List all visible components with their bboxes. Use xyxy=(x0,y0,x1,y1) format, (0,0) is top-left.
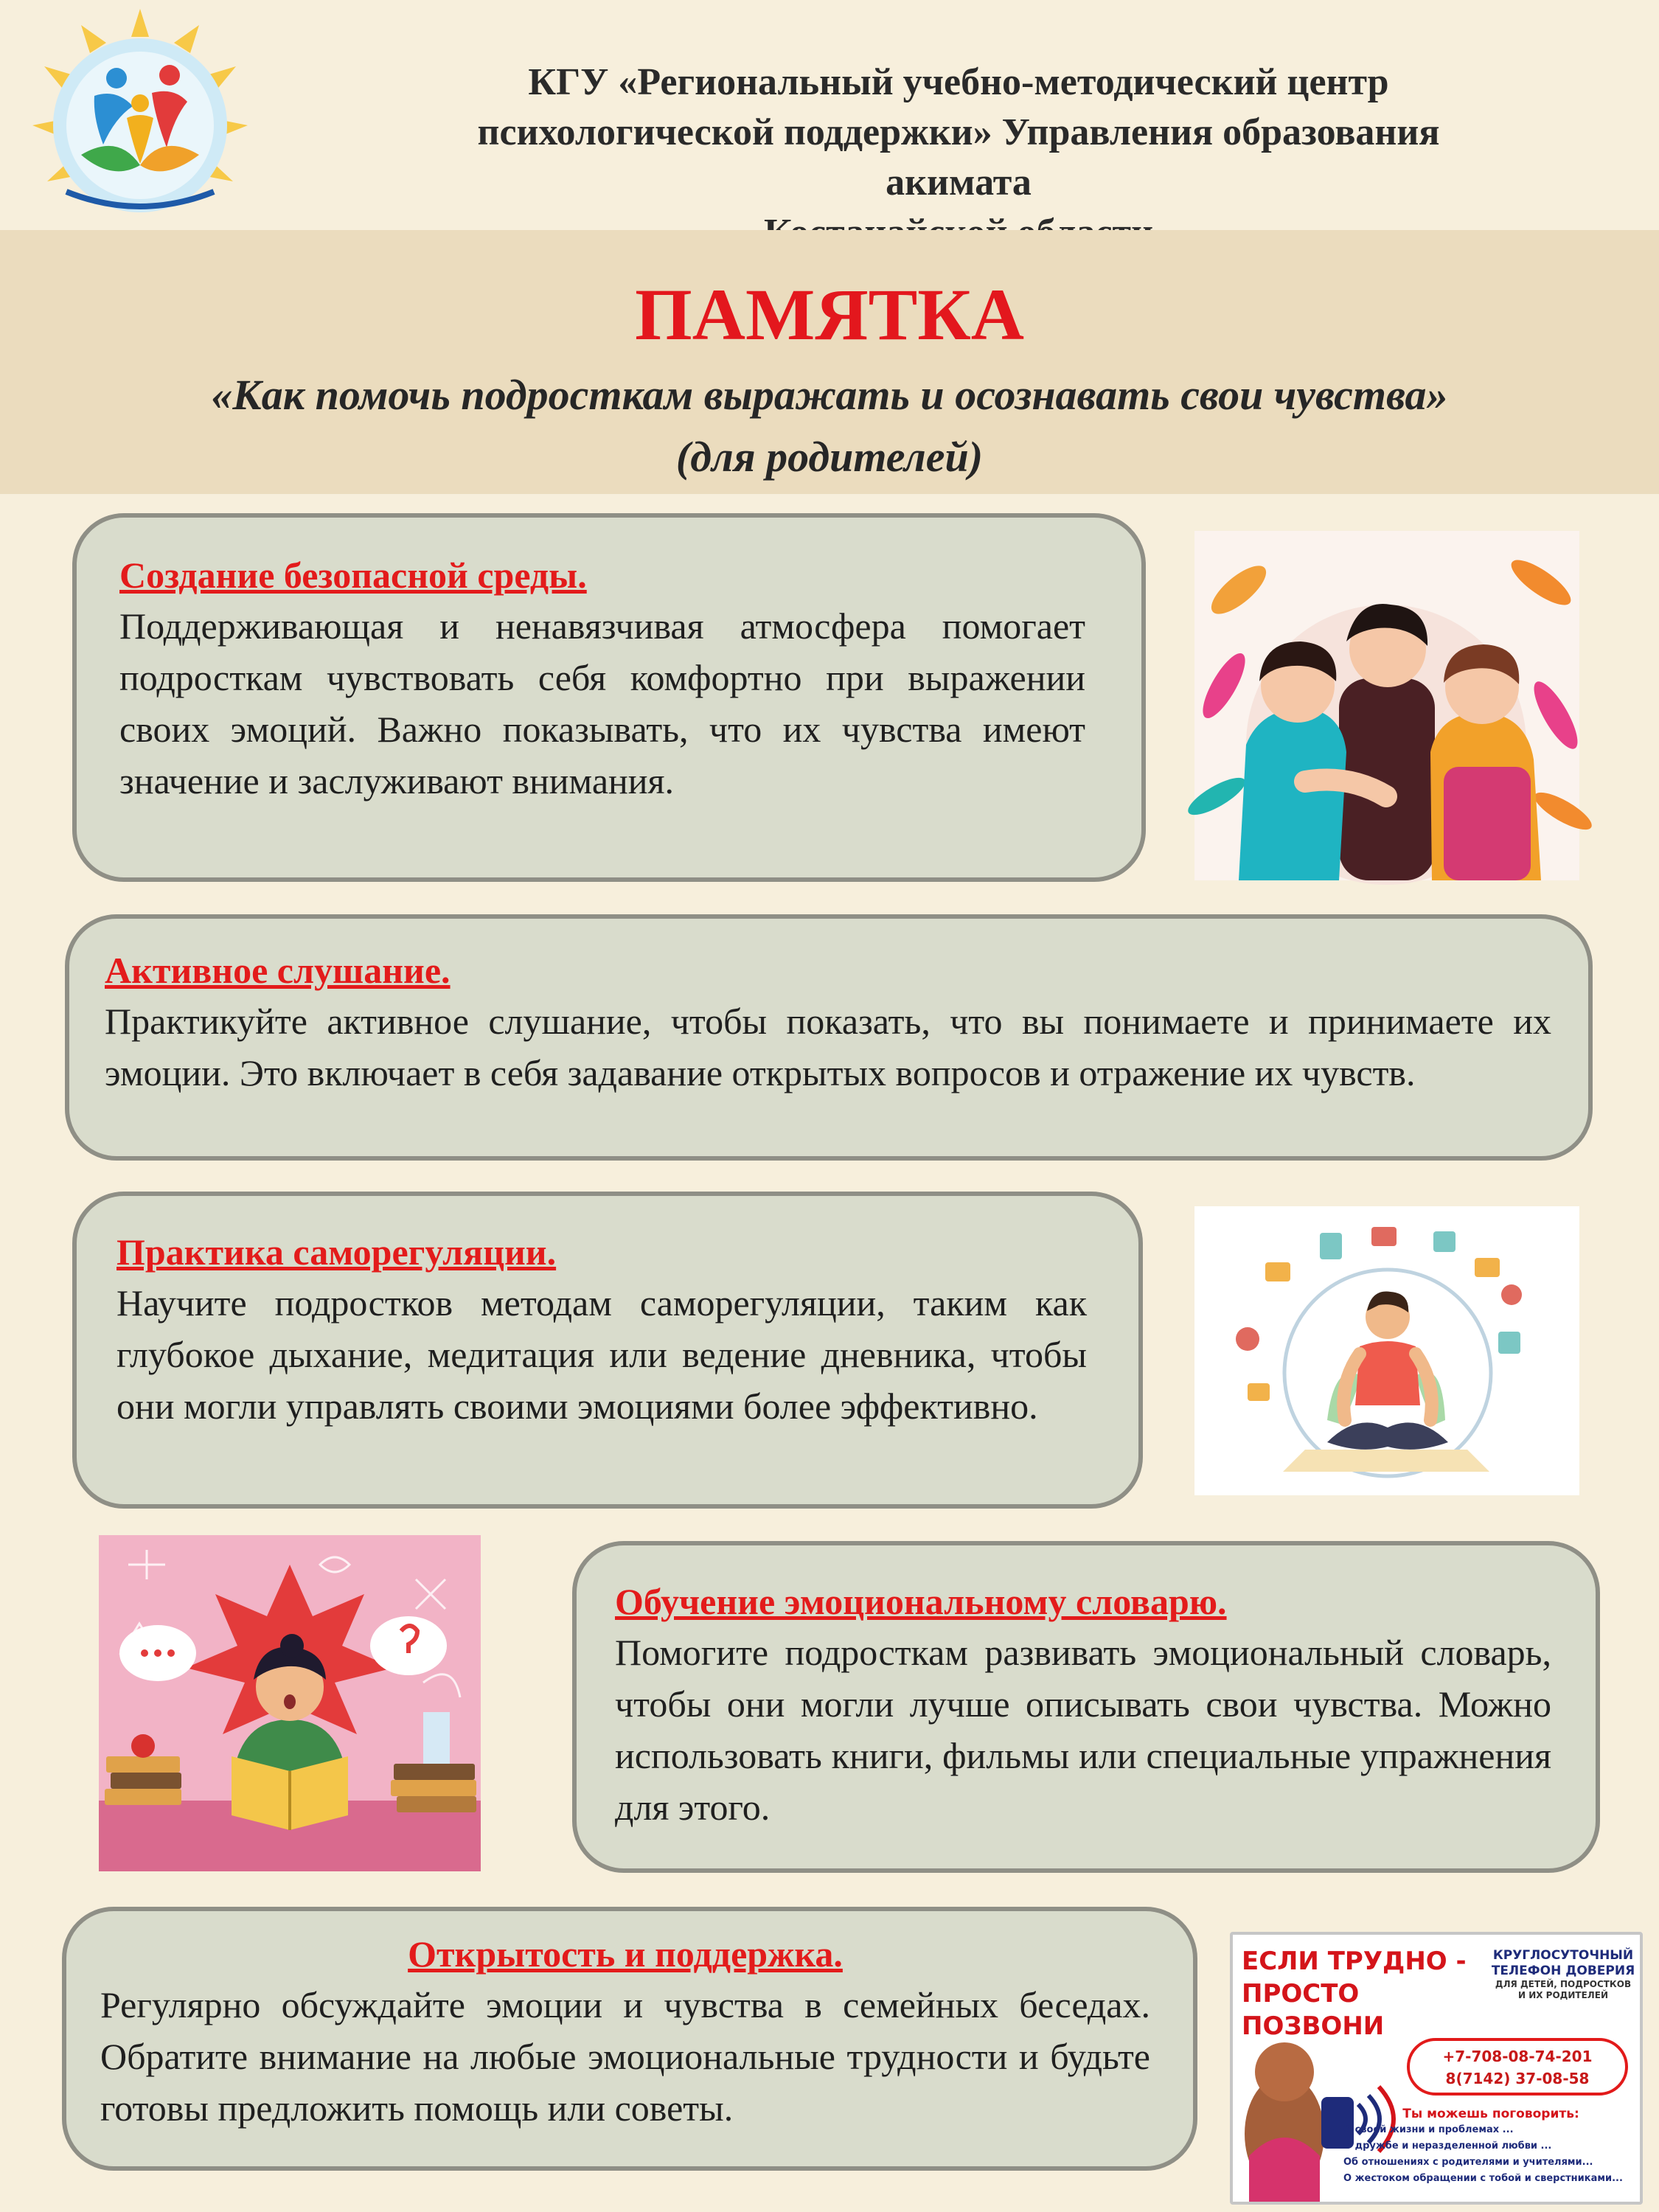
poster-helpline-line: КРУГЛОСУТОЧНЫЙ xyxy=(1492,1948,1634,1963)
poster-helpline-line: ТЕЛЕФОН ДОВЕРИЯ xyxy=(1491,1964,1635,1978)
tip-card-safe-environment xyxy=(72,513,1146,882)
girl-reading-stressed-illustration xyxy=(99,1535,481,1871)
poster-phone-number: +7-708-08-74-201 xyxy=(1442,2048,1593,2065)
tip-card-text: Поддерживающая и ненавязчивая атмосфера помогает подросткам чувствовать себя комфортно при выражении своих эмоций. Важно показывать, что их чувства имеют значение и заслуживают внимания. xyxy=(119,605,1085,801)
poster-topic-item: О своей жизни и проблемах ... xyxy=(1343,2124,1514,2135)
poster-headline-line: ПРОСТО ПОЗВОНИ xyxy=(1242,1979,1385,2041)
page-title: ПАМЯТКА xyxy=(634,274,1025,355)
poster-phone-number: 8(7142) 37-08-58 xyxy=(1445,2070,1590,2087)
three-teens-hugging-illustration xyxy=(1194,531,1579,880)
meditating-man-illustration xyxy=(1194,1206,1579,1495)
helpline-poster xyxy=(1230,1932,1643,2205)
poster-topic-item: О дружбе и неразделенной любви ... xyxy=(1343,2140,1552,2152)
poster-topic-item: Об отношениях с родителями и учителями... xyxy=(1343,2157,1593,2168)
organization-title-line: психологической поддержки» Управления образования xyxy=(477,111,1440,153)
center-logo-icon xyxy=(29,7,251,229)
tip-card-text: Практикуйте активное слушание, чтобы показать, что вы понимаете и принимаете их эмоции. Это включает в себя задавание открытых вопросов и отражение их чувств. xyxy=(105,1001,1551,1093)
tip-card-title: Открытость и поддержка. xyxy=(408,1933,843,1975)
tip-card-text: Научите подростков методам саморегуляции, таким как глубокое дыхание, медитация или ведение дневника, чтобы они могли управлять своими эмоциями более эффективно. xyxy=(116,1282,1087,1427)
poster-helpline-label xyxy=(1491,1948,1635,2001)
tip-card-title: Практика саморегуляции. xyxy=(116,1231,557,1273)
tip-card-title: Активное слушание. xyxy=(105,950,451,991)
tip-card-active-listening xyxy=(65,914,1593,1161)
page-subtitle-line: «Как помочь подросткам выражать и осознавать свои чувства» xyxy=(211,371,1448,419)
organization-title-line: КГУ «Региональный учебно-методический центр xyxy=(528,61,1389,103)
page-subtitle xyxy=(59,364,1600,488)
organization-title xyxy=(369,58,1548,229)
organization-title-line: акимата xyxy=(886,161,1032,204)
tip-card-openness-support xyxy=(62,1907,1197,2171)
tip-card-title: Создание безопасной среды. xyxy=(119,554,587,596)
tip-card-title: Обучение эмоциональному словарю. xyxy=(615,1581,1227,1622)
tip-card-text: Регулярно обсуждайте эмоции и чувства в семейных беседах. Обратите внимание на любые эмоциональные трудности и будьте готовы предложить помощь или советы. xyxy=(100,1984,1150,2129)
poster-helpline-audience: ДЛЯ ДЕТЕЙ, ПОДРОСТКОВ И ИХ РОДИТЕЛЕЙ xyxy=(1495,1979,1632,2000)
poster-topic-list xyxy=(1343,2106,1638,2187)
tip-card-emotional-vocabulary xyxy=(572,1541,1600,1873)
poster-headline xyxy=(1242,1945,1485,2042)
page-subtitle-line: (для родителей) xyxy=(675,433,984,481)
tip-card-self-regulation xyxy=(72,1192,1143,1509)
poster-phone-numbers xyxy=(1407,2038,1628,2096)
poster-topic-list-title: Ты можешь поговорить: xyxy=(1402,2107,1579,2121)
poster-topic-item: О жестоком обращении с тобой и сверстниками... xyxy=(1343,2173,1623,2184)
poster-headline-line: ЕСЛИ ТРУДНО - xyxy=(1242,1947,1467,1976)
tip-card-text: Помогите подросткам развивать эмоциональный словарь, чтобы они могли лучше описывать свои чувства. Можно использовать книги, фильмы или специальные упражнения для этого. xyxy=(615,1632,1551,1828)
